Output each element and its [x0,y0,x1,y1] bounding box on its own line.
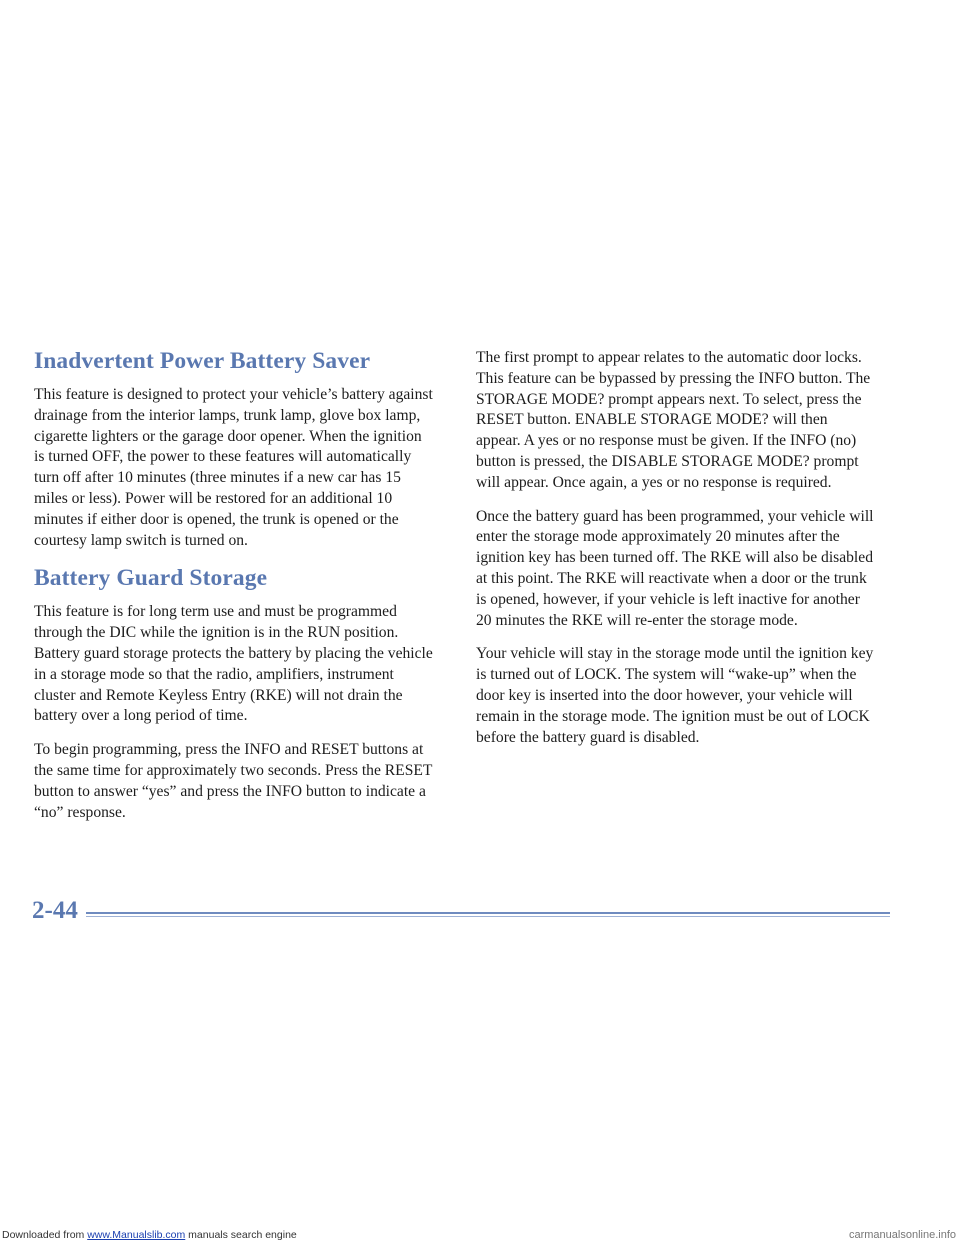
footer-rule [86,912,890,917]
download-credit [0,1229,297,1241]
paragraph-storage-mode-timing: Once the battery guard has been programmed, your vehicle will enter the storage mode approximately 20 minutes after the ignition key has been turned off. The RKE will also be disabled at this point. The RKE will reactivate when a door or the trunk is opened, however, if your vehicle is left inactive for another 20 minutes the RKE will re-enter the storage mode. [476,507,874,629]
download-suffix: manuals search engine [185,1229,297,1241]
paragraph-battery-saver-description: This feature is designed to protect your vehicle’s battery against drainage from the interior lamps, trunk lamp, glove box lamp, cigarette lighters or the garage door opener. When the ignition is turned OFF, the power to these features will automatically turn off after 10 minutes (three minutes if a new car has 15 miles or less). Power will be restored for an additional 10 minutes if either door is opened, the trunk is opened or the courtesy lamp switch is turned on. [34,386,433,549]
download-prefix: Downloaded from [2,1229,88,1241]
page-footer [32,896,890,926]
paragraph-wake-up: Your vehicle will stay in the storage mode until the ignition key is turned out of LOCK. The system will “wake-up” when the door key is inserted into the door however, your vehicle will remain in the storage mode. The ignition must be out of LOCK before the battery guard is disabled. [476,645,874,746]
heading-inadvertent-power-battery-saver: Inadvertent Power Battery Saver [34,348,371,374]
left-column [34,348,434,836]
paragraph-battery-guard-description: This feature is for long term use and must be programmed through the DIC while the ignition is in the RUN position. Battery guard storage protects the battery by placing the vehicle in a storage mode so that the radio, amplifiers, instrument cluster and Remote Keyless Entry (RKE) will not drain the battery over a long period of time. [34,603,433,725]
page-number: 2-44 [32,897,78,924]
paragraph-first-prompt: The first prompt to appear relates to the automatic door locks. This feature can be bypassed by pressing the INFO button. The STORAGE MODE? prompt appears next. To select, press the RESET button. ENABLE STORAGE MODE? will then appear. A yes or no response must be given. If the INFO (no) button is pressed, the DISABLE STORAGE MODE? prompt will appear. Once again, a yes or no response is required. [476,349,871,491]
watermark-text: carmanualsonline.info [848,1229,956,1241]
right-column [476,348,876,761]
paragraph-programming-instructions: To begin programming, press the INFO and RESET buttons at the same time for approximately two seconds. Press the RESET button to answer “yes” and press the INFO button to indicate a “no” response. [34,741,433,821]
manualslib-link[interactable]: www.Manualslib.com [87,1229,186,1241]
heading-battery-guard-storage: Battery Guard Storage [34,565,268,592]
download-bar [0,1228,960,1242]
